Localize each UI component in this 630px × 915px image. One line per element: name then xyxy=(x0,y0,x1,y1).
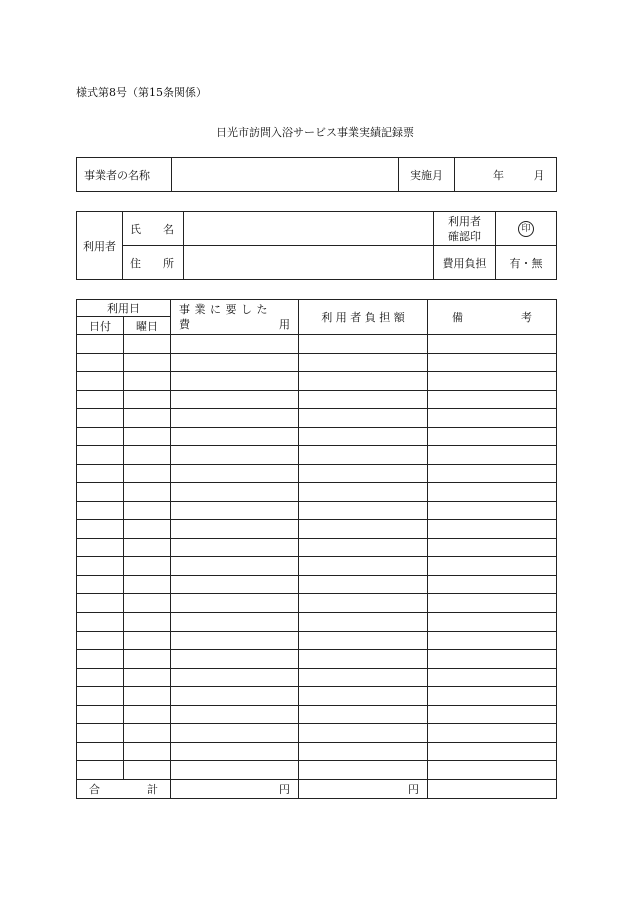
cost-header-char-b: 用 xyxy=(279,318,290,331)
total-cost-unit: 円 xyxy=(279,782,290,796)
record-row xyxy=(77,520,557,539)
record-weekday-field[interactable] xyxy=(124,612,171,631)
record-weekday-field[interactable] xyxy=(124,668,171,687)
total-label xyxy=(77,779,171,798)
record-burden-field[interactable] xyxy=(299,631,428,650)
document-title: 日光市訪問入浴サービス事業実績記録票 xyxy=(216,126,414,139)
record-date-field[interactable] xyxy=(77,427,124,446)
seal-icon: 印 xyxy=(518,221,534,237)
record-date-field[interactable] xyxy=(77,335,124,354)
burden-header: 利 用 者 負 担 額 xyxy=(299,300,428,335)
weekday-header: 曜日 xyxy=(124,317,171,335)
record-cost-field[interactable] xyxy=(171,705,299,724)
record-weekday-field[interactable] xyxy=(124,335,171,354)
record-burden-field[interactable] xyxy=(299,650,428,669)
record-remarks-field[interactable] xyxy=(428,446,557,465)
record-row xyxy=(77,464,557,483)
record-row xyxy=(77,650,557,669)
record-weekday-field[interactable] xyxy=(124,631,171,650)
remarks-header-char-b: 考 xyxy=(521,311,532,324)
record-cost-field[interactable] xyxy=(171,724,299,743)
record-date-field[interactable] xyxy=(77,612,124,631)
record-burden-field[interactable] xyxy=(299,335,428,354)
record-burden-field[interactable] xyxy=(299,520,428,539)
record-row xyxy=(77,724,557,743)
user-name-label: 氏 名 xyxy=(123,212,184,246)
record-remarks-field[interactable] xyxy=(428,372,557,391)
record-date-field[interactable] xyxy=(77,390,124,409)
cost-burden-value[interactable]: 有・無 xyxy=(496,246,557,280)
record-weekday-field[interactable] xyxy=(124,409,171,428)
record-cost-field[interactable] xyxy=(171,631,299,650)
record-date-field[interactable] xyxy=(77,705,124,724)
record-weekday-field[interactable] xyxy=(124,575,171,594)
user-group-label: 利用者 xyxy=(77,212,123,280)
record-burden-field[interactable] xyxy=(299,427,428,446)
record-burden-field[interactable] xyxy=(299,501,428,520)
record-date-field[interactable] xyxy=(77,483,124,502)
record-date-field[interactable] xyxy=(77,761,124,780)
record-cost-field[interactable] xyxy=(171,427,299,446)
record-weekday-field[interactable] xyxy=(124,353,171,372)
record-row xyxy=(77,335,557,354)
record-date-field[interactable] xyxy=(77,594,124,613)
user-address-label: 住 所 xyxy=(123,246,184,280)
record-date-field[interactable] xyxy=(77,724,124,743)
cost-header-line2 xyxy=(179,317,290,332)
provider-table xyxy=(76,157,557,192)
record-row xyxy=(77,501,557,520)
cost-header xyxy=(171,300,299,335)
record-date-field[interactable] xyxy=(77,650,124,669)
record-weekday-field[interactable] xyxy=(124,372,171,391)
user-address-field[interactable] xyxy=(184,246,434,280)
user-name-field[interactable] xyxy=(184,212,434,246)
record-row xyxy=(77,390,557,409)
record-remarks-field[interactable] xyxy=(428,668,557,687)
date-header: 日付 xyxy=(77,317,124,335)
record-cost-field[interactable] xyxy=(171,372,299,391)
record-burden-field[interactable] xyxy=(299,594,428,613)
record-cost-field[interactable] xyxy=(171,446,299,465)
cost-header-line1 xyxy=(179,302,290,317)
remarks-header xyxy=(428,300,557,335)
confirm-label-line1: 利用者 xyxy=(448,214,481,228)
record-burden-field[interactable] xyxy=(299,390,428,409)
record-weekday-field[interactable] xyxy=(124,501,171,520)
record-burden-field[interactable] xyxy=(299,761,428,780)
record-cost-field[interactable] xyxy=(171,483,299,502)
record-cost-field[interactable] xyxy=(171,687,299,706)
record-burden-field[interactable] xyxy=(299,372,428,391)
record-row xyxy=(77,538,557,557)
record-date-field[interactable] xyxy=(77,464,124,483)
record-weekday-field[interactable] xyxy=(124,557,171,576)
record-remarks-field[interactable] xyxy=(428,483,557,502)
record-row xyxy=(77,631,557,650)
record-weekday-field[interactable] xyxy=(124,742,171,761)
year-unit: 年 xyxy=(493,168,504,182)
record-remarks-field[interactable] xyxy=(428,724,557,743)
record-weekday-field[interactable] xyxy=(124,594,171,613)
confirm-label-line2: 確認印 xyxy=(448,229,481,243)
user-table xyxy=(76,211,557,280)
record-remarks-field[interactable] xyxy=(428,409,557,428)
record-remarks-field[interactable] xyxy=(428,575,557,594)
cost-burden-label: 費用負担 xyxy=(434,246,496,280)
record-date-field[interactable] xyxy=(77,353,124,372)
record-weekday-field[interactable] xyxy=(124,427,171,446)
record-row xyxy=(77,668,557,687)
total-remarks-field[interactable] xyxy=(428,779,557,798)
record-row xyxy=(77,427,557,446)
record-cost-field[interactable] xyxy=(171,464,299,483)
record-date-field[interactable] xyxy=(77,409,124,428)
record-date-field[interactable] xyxy=(77,742,124,761)
record-row xyxy=(77,687,557,706)
record-row xyxy=(77,575,557,594)
record-date-field[interactable] xyxy=(77,668,124,687)
record-cost-field[interactable] xyxy=(171,557,299,576)
record-remarks-field[interactable] xyxy=(428,557,557,576)
record-row xyxy=(77,409,557,428)
record-remarks-field[interactable] xyxy=(428,353,557,372)
record-cost-field[interactable] xyxy=(171,668,299,687)
record-burden-field[interactable] xyxy=(299,575,428,594)
record-burden-field[interactable] xyxy=(299,687,428,706)
record-date-field[interactable] xyxy=(77,687,124,706)
record-cost-field[interactable] xyxy=(171,761,299,780)
record-row xyxy=(77,594,557,613)
record-remarks-field[interactable] xyxy=(428,464,557,483)
record-remarks-field[interactable] xyxy=(428,631,557,650)
record-row xyxy=(77,372,557,391)
record-burden-field[interactable] xyxy=(299,483,428,502)
record-date-field[interactable] xyxy=(77,501,124,520)
record-row xyxy=(77,742,557,761)
record-burden-field[interactable] xyxy=(299,557,428,576)
record-row xyxy=(77,557,557,576)
total-burden-unit: 円 xyxy=(408,782,419,796)
record-row xyxy=(77,761,557,780)
record-remarks-field[interactable] xyxy=(428,520,557,539)
record-remarks-field[interactable] xyxy=(428,650,557,669)
record-weekday-field[interactable] xyxy=(124,520,171,539)
record-cost-field[interactable] xyxy=(171,650,299,669)
record-weekday-field[interactable] xyxy=(124,483,171,502)
cost-header-top: 事 業 に 要 し た xyxy=(179,303,268,316)
record-cost-field[interactable] xyxy=(171,612,299,631)
total-label-char-b: 計 xyxy=(147,782,158,796)
record-burden-field[interactable] xyxy=(299,742,428,761)
record-weekday-field[interactable] xyxy=(124,446,171,465)
month-unit: 月 xyxy=(533,168,545,182)
record-row xyxy=(77,612,557,631)
total-cost-field[interactable] xyxy=(171,779,299,798)
record-burden-field[interactable] xyxy=(299,464,428,483)
record-cost-field[interactable] xyxy=(171,501,299,520)
record-weekday-field[interactable] xyxy=(124,390,171,409)
record-cost-field[interactable] xyxy=(171,742,299,761)
month-field[interactable] xyxy=(455,158,557,192)
record-weekday-field[interactable] xyxy=(124,464,171,483)
records-table xyxy=(76,299,557,799)
record-remarks-field[interactable] xyxy=(428,335,557,354)
month-label: 実施月 xyxy=(399,158,455,192)
record-weekday-field[interactable] xyxy=(124,761,171,780)
record-date-field[interactable] xyxy=(77,557,124,576)
record-burden-field[interactable] xyxy=(299,668,428,687)
record-weekday-field[interactable] xyxy=(124,687,171,706)
record-weekday-field[interactable] xyxy=(124,650,171,669)
total-label-char-a: 合 xyxy=(89,782,100,796)
total-burden-field[interactable] xyxy=(299,779,428,798)
record-date-field[interactable] xyxy=(77,575,124,594)
cost-header-char-a: 費 xyxy=(179,318,190,331)
record-date-field[interactable] xyxy=(77,631,124,650)
record-remarks-field[interactable] xyxy=(428,538,557,557)
provider-name-field[interactable] xyxy=(172,158,399,192)
record-cost-field[interactable] xyxy=(171,353,299,372)
record-row xyxy=(77,483,557,502)
record-cost-field[interactable] xyxy=(171,520,299,539)
record-remarks-field[interactable] xyxy=(428,687,557,706)
record-date-field[interactable] xyxy=(77,372,124,391)
record-remarks-field[interactable] xyxy=(428,390,557,409)
record-burden-field[interactable] xyxy=(299,353,428,372)
record-cost-field[interactable] xyxy=(171,594,299,613)
record-burden-field[interactable] xyxy=(299,705,428,724)
form-number: 様式第8号（第15条関係） xyxy=(76,86,207,99)
record-row xyxy=(77,353,557,372)
record-burden-field[interactable] xyxy=(299,724,428,743)
record-weekday-field[interactable] xyxy=(124,724,171,743)
record-row xyxy=(77,705,557,724)
provider-name-label: 事業者の名称 xyxy=(77,158,172,192)
record-cost-field[interactable] xyxy=(171,538,299,557)
record-remarks-field[interactable] xyxy=(428,705,557,724)
record-burden-field[interactable] xyxy=(299,538,428,557)
use-date-header: 利用日 xyxy=(77,300,171,317)
record-cost-field[interactable] xyxy=(171,575,299,594)
record-burden-field[interactable] xyxy=(299,446,428,465)
record-remarks-field[interactable] xyxy=(428,761,557,780)
record-remarks-field[interactable] xyxy=(428,427,557,446)
record-date-field[interactable] xyxy=(77,446,124,465)
record-date-field[interactable] xyxy=(77,520,124,539)
record-cost-field[interactable] xyxy=(171,390,299,409)
record-remarks-field[interactable] xyxy=(428,612,557,631)
remarks-header-char-a: 備 xyxy=(452,311,463,324)
record-date-field[interactable] xyxy=(77,538,124,557)
record-row xyxy=(77,446,557,465)
record-burden-field[interactable] xyxy=(299,612,428,631)
record-remarks-field[interactable] xyxy=(428,594,557,613)
record-weekday-field[interactable] xyxy=(124,538,171,557)
record-remarks-field[interactable] xyxy=(428,742,557,761)
record-burden-field[interactable] xyxy=(299,409,428,428)
user-confirm-label xyxy=(434,212,496,246)
record-weekday-field[interactable] xyxy=(124,705,171,724)
record-cost-field[interactable] xyxy=(171,335,299,354)
record-cost-field[interactable] xyxy=(171,409,299,428)
record-remarks-field[interactable] xyxy=(428,501,557,520)
user-seal-field[interactable] xyxy=(496,212,557,246)
